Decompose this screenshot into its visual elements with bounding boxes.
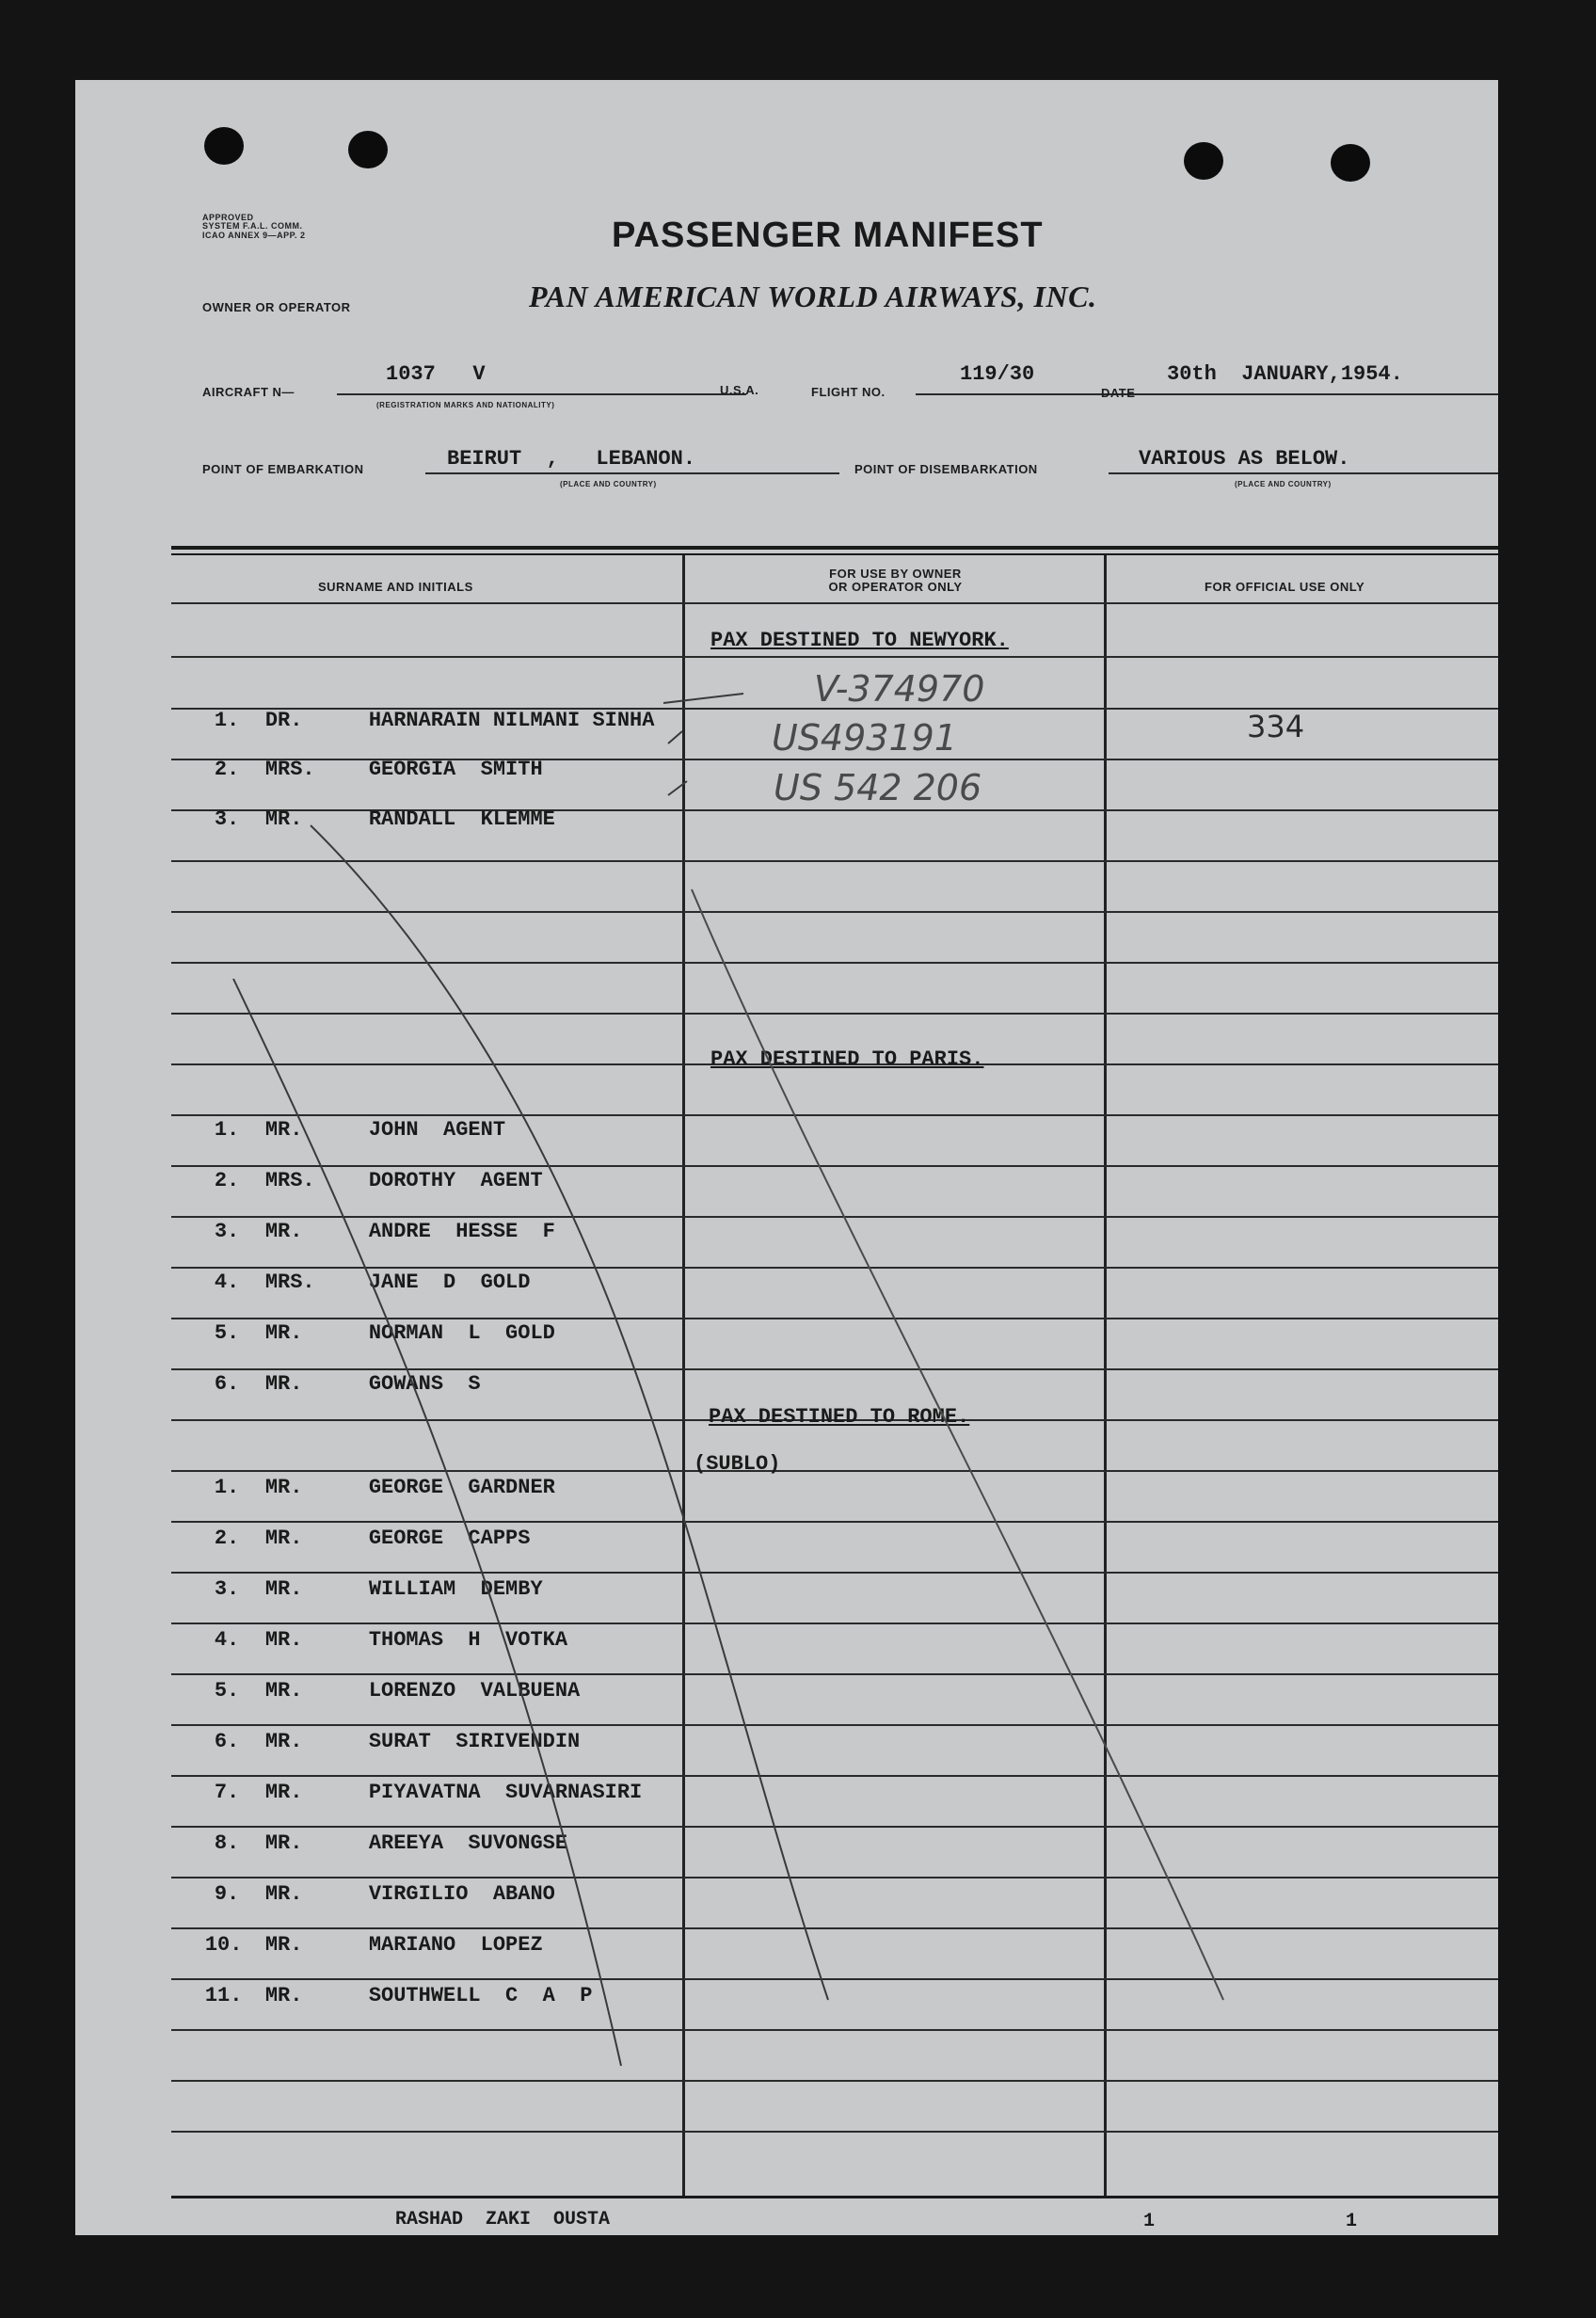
passenger-name: SURAT SIRIVENDIN: [368, 1730, 581, 1753]
footer-name: RASHAD ZAKI OUSTA: [395, 2209, 611, 2230]
passenger-name: JANE D GOLD: [368, 1271, 531, 1294]
page-title: PASSENGER MANIFEST: [612, 216, 1044, 255]
embark-label: POINT OF EMBARKATION: [202, 462, 364, 476]
column-header-owner-line: FOR USE BY OWNER: [829, 567, 962, 581]
passenger-title: MR.: [264, 1730, 303, 1753]
passenger-title: MR.: [264, 1476, 303, 1499]
passenger-number: 4.: [214, 1628, 240, 1652]
passenger-number: 6.: [214, 1372, 240, 1396]
date-value: 30th JANUARY,1954.: [1167, 362, 1403, 386]
disembark-label: POINT OF DISEMBARKATION: [854, 462, 1038, 476]
passenger-title: DR.: [264, 709, 303, 732]
passenger-name: JOHN AGENT: [368, 1118, 506, 1142]
aircraft-label: AIRCRAFT N—: [202, 385, 295, 399]
passenger-name: NORMAN L GOLD: [368, 1321, 555, 1345]
passenger-number: 2.: [214, 1169, 240, 1192]
passenger-name: WILLIAM DEMBY: [368, 1577, 543, 1601]
passenger-number: 5.: [214, 1321, 240, 1345]
owner-label: OWNER OR OPERATOR: [202, 300, 351, 314]
passenger-number: 3.: [214, 1577, 240, 1601]
pencil-strike-line: [233, 979, 621, 2066]
passenger-number: 9.: [214, 1882, 240, 1906]
passenger-title: MR.: [264, 1628, 303, 1652]
aircraft-value: 1037 V: [386, 362, 486, 386]
passenger-title: MR.: [264, 1527, 303, 1550]
passenger-title: MRS.: [264, 1271, 315, 1294]
passenger-number: 11.: [204, 1984, 243, 2007]
embark-value: BEIRUT , LEBANON.: [447, 447, 696, 471]
footer-count: 1: [1346, 2211, 1358, 2232]
column-header-official: FOR OFFICIAL USE ONLY: [1205, 580, 1365, 594]
pencil-strike-marks: [75, 80, 1498, 2235]
passenger-name: AREEYA SUVONGSE: [368, 1831, 568, 1855]
passenger-number: 1.: [214, 1118, 240, 1142]
official-note: 334: [1247, 709, 1305, 744]
pencil-strike-line: [692, 889, 1223, 2000]
passenger-number: 7.: [214, 1781, 240, 1804]
passenger-title: MR.: [264, 1679, 303, 1703]
manifest-sheet: [75, 80, 1498, 2235]
passenger-name: HARNARAIN NILMANI SINHA: [368, 709, 655, 732]
passenger-name: GOWANS S: [368, 1372, 481, 1396]
passenger-title: MR.: [264, 1781, 303, 1804]
footer-count: 1: [1143, 2211, 1156, 2232]
pencil-strike-line: [311, 825, 828, 2000]
passenger-name: DOROTHY AGENT: [368, 1169, 543, 1192]
check-mark: [663, 694, 743, 795]
passenger-name: PIYAVATNA SUVARNASIRI: [368, 1781, 643, 1804]
operator-name: PAN AMERICAN WORLD AIRWAYS, INC.: [529, 280, 1097, 313]
flight-label: FLIGHT NO.: [811, 385, 886, 399]
place-caption: (PLACE AND COUNTRY): [1235, 480, 1332, 488]
passenger-title: MRS.: [264, 758, 315, 781]
passenger-name: LORENZO VALBUENA: [368, 1679, 581, 1703]
passenger-number: 8.: [214, 1831, 240, 1855]
approval-line: APPROVED: [202, 213, 254, 222]
passenger-number: 5.: [214, 1679, 240, 1703]
passenger-name: RANDALL KLEMME: [368, 807, 555, 831]
passenger-title: MR.: [264, 1220, 303, 1243]
column-header-surname: SURNAME AND INITIALS: [318, 580, 473, 594]
section-subnote: (SUBLO): [694, 1452, 781, 1476]
passenger-title: MR.: [264, 1118, 303, 1142]
passenger-title: MR.: [264, 1577, 303, 1601]
passenger-number: 2.: [214, 758, 240, 781]
passenger-title: MR.: [264, 1984, 303, 2007]
passenger-name: GEORGE GARDNER: [368, 1476, 555, 1499]
passenger-name: VIRGILIO ABANO: [368, 1882, 555, 1906]
passenger-title: MR.: [264, 1372, 303, 1396]
passenger-number: 4.: [214, 1271, 240, 1294]
column-header-owner-line: OR OPERATOR ONLY: [828, 579, 963, 594]
passenger-title: MR.: [264, 1321, 303, 1345]
flight-value: 119/30: [960, 362, 1035, 386]
passenger-name: SOUTHWELL C A P: [368, 1984, 593, 2007]
passenger-number: 1.: [214, 1476, 240, 1499]
disembark-value: VARIOUS AS BELOW.: [1139, 447, 1350, 471]
approval-line: SYSTEM F.A.L. COMM.: [202, 221, 303, 232]
passenger-name: GEORGE CAPPS: [368, 1527, 531, 1550]
section-heading-newyork: PAX DESTINED TO NEWYORK.: [710, 629, 1009, 652]
usa-label: U.S.A.: [720, 383, 759, 397]
passenger-number: 2.: [214, 1527, 240, 1550]
handwritten-passport-note: V-374970: [814, 668, 985, 710]
footer-rule: [171, 2196, 1498, 2198]
passenger-name: MARIANO LOPEZ: [368, 1933, 543, 1957]
handwritten-passport-note: US493191: [772, 717, 957, 759]
passenger-title: MRS.: [264, 1169, 315, 1192]
passenger-name: GEORGIA SMITH: [368, 758, 543, 781]
passenger-number: 10.: [204, 1933, 243, 1957]
place-caption: (PLACE AND COUNTRY): [560, 480, 657, 488]
date-label: DATE: [1101, 386, 1136, 400]
passenger-name: THOMAS H VOTKA: [368, 1628, 568, 1652]
handwritten-passport-note: US 542 206: [774, 767, 982, 808]
passenger-number: 1.: [214, 709, 240, 732]
passenger-title: MR.: [264, 807, 303, 831]
section-heading-rome: PAX DESTINED TO ROME.: [709, 1405, 970, 1429]
section-heading-paris: PAX DESTINED TO PARIS.: [710, 1047, 984, 1071]
approval-line: ICAO ANNEX 9—APP. 2: [202, 230, 306, 240]
passenger-number: 3.: [214, 1220, 240, 1243]
passenger-number: 6.: [214, 1730, 240, 1753]
passenger-title: MR.: [264, 1933, 303, 1957]
passenger-number: 3.: [214, 807, 240, 831]
registration-caption: (REGISTRATION MARKS AND NATIONALITY): [376, 401, 555, 409]
passenger-title: MR.: [264, 1882, 303, 1906]
passenger-title: MR.: [264, 1831, 303, 1855]
passenger-name: ANDRE HESSE F: [368, 1220, 555, 1243]
